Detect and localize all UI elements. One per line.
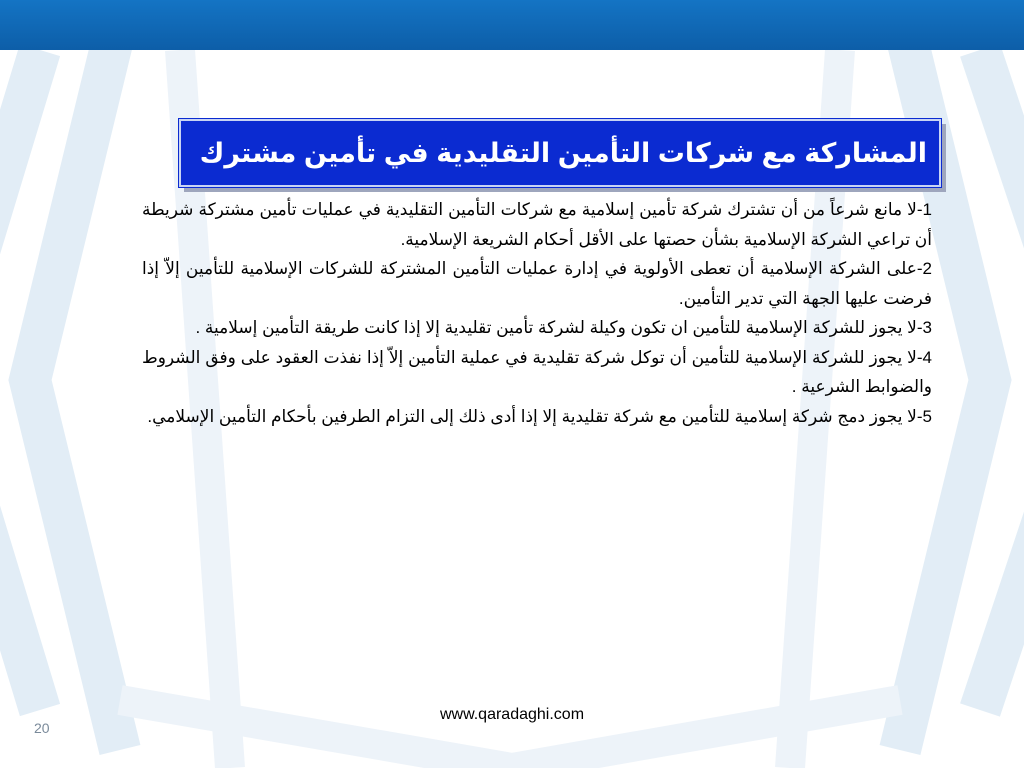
footer-url[interactable]: www.qaradaghi.com: [439, 706, 585, 723]
item-text: لا يجوز دمج شركة إسلامية للتأمين مع شركة تقليدية إلا إذا أدى ذلك إلى التزام الطرفين بأحكام التأمين الإسلامي.: [147, 406, 917, 426]
list-item: [142, 402, 932, 432]
list-item: [142, 254, 932, 313]
slide-title: المشاركة مع شركات التأمين التقليدية في تأمين مشترك: [199, 137, 927, 168]
rules-list: [142, 195, 932, 431]
item-number: 5-: [916, 406, 932, 426]
item-number: 1-: [916, 200, 932, 219]
item-text: لا يجوز للشركة الإسلامية للتأمين ان تكون وكيلة لشركة تأمين تقليدية إلا إذا كانت طريقة التأمين إسلامية .: [195, 318, 917, 337]
item-number: 3-: [916, 318, 932, 337]
page-number: 20: [34, 720, 50, 736]
item-number: 4-: [916, 347, 932, 367]
item-text: لا مانع شرعاً من أن تشترك شركة تأمين إسلامية مع شركات التأمين التقليدية في عمليات تأمين مشتركة شريطة أن تراعي الشركة الإسلامية بشأن حصتها على الأقل أحكام الشريعة الإسلامية.: [142, 200, 932, 249]
list-item: [142, 195, 932, 254]
slide-title-box: [179, 119, 941, 187]
item-text: على الشركة الإسلامية أن تعطى الأولوية في إدارة عمليات التأمين المشتركة للشركات الإسلامية للتأمين إلاّ إذا فرضت عليها الجهة التي تدير التأمين.: [142, 259, 932, 308]
list-item: [142, 343, 932, 402]
item-number: 2-: [916, 259, 932, 278]
list-item: [142, 313, 932, 343]
item-text: لا يجوز للشركة الإسلامية للتأمين أن توكل شركة تقليدية في عملية التأمين إلاّ إذا نفذت العقود على وفق الشروط والضوابط الشرعية .: [142, 347, 932, 396]
top-banner: [0, 0, 1024, 50]
